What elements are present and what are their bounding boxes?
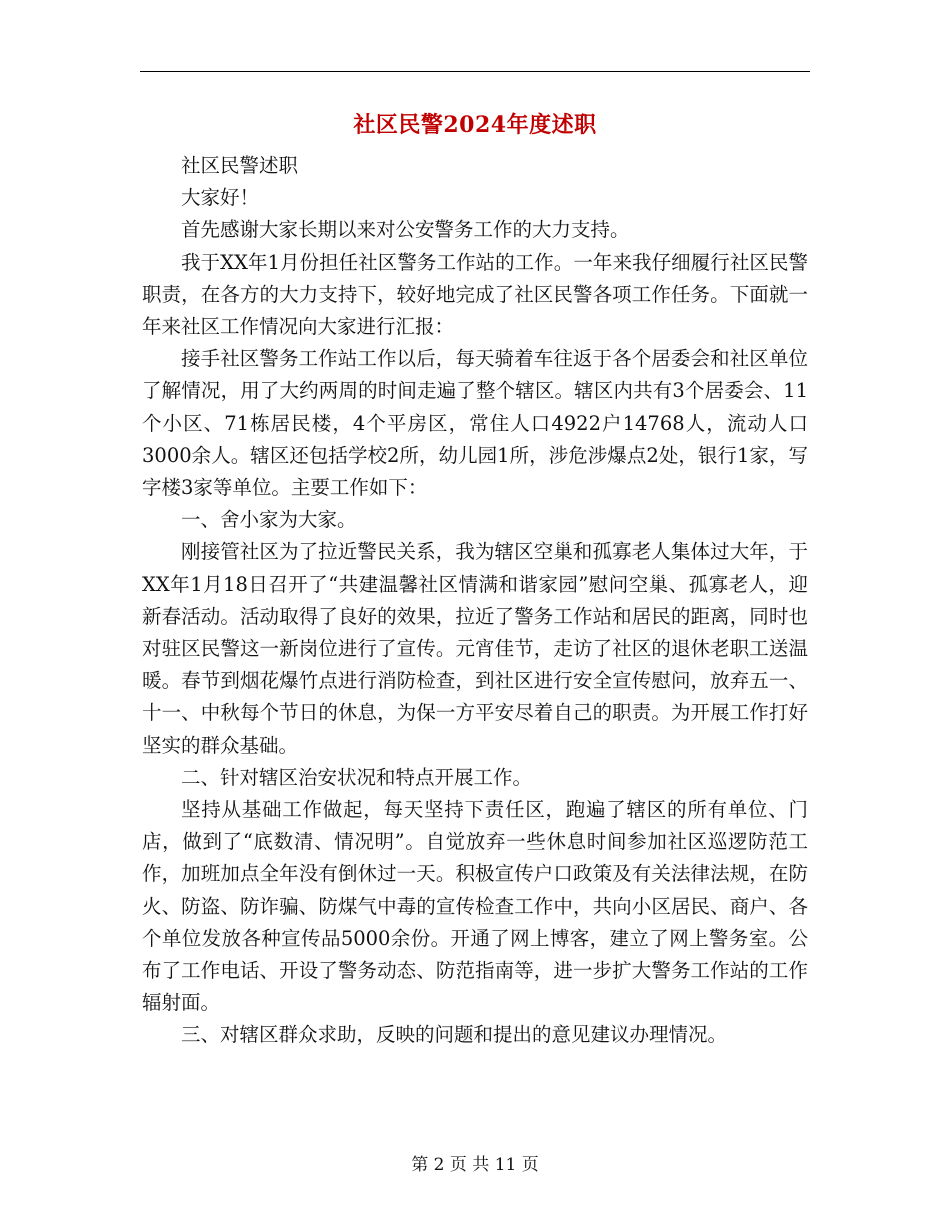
section-heading-3: 三、对辖区群众求助，反映的问题和提出的意见建议办理情况。 <box>181 1023 728 1047</box>
paragraph-thanks: 首先感谢大家长期以来对公安警务工作的大力支持。 <box>181 218 630 242</box>
paragraph-subtitle: 社区民警述职 <box>181 154 299 177</box>
page-footer: 第 2 页 共 11 页 <box>411 1155 539 1175</box>
paragraph-overview: 接手社区警务工作站工作以后，每天骑着车往返于各个居委会和社区单位了解情况，用了大约两周的时间走遍了整个辖区。辖区内共有3个居委会、11个小区、71栋居民楼，4个平房区，常住人口4922户14768人，流动人口3000余人。辖区还包括学校2所，幼儿园1所，涉危涉爆点2处，银行1家，写字楼3家等单位。主要工作如下： <box>142 347 808 500</box>
document-title: 社区民警2024年度述职 <box>353 112 597 138</box>
document-body <box>142 150 808 1052</box>
section-heading-1: 一、舍小家为大家。 <box>181 508 357 532</box>
section-heading-2: 二、针对辖区治安状况和特点开展工作。 <box>181 765 533 789</box>
paragraph-intro: 我于XX年1月份担任社区警务工作站的工作。一年来我仔细履行社区民警职责，在各方的大力支持下，较好地完成了社区民警各项工作任务。下面就一年来社区工作情况向大家进行汇报： <box>142 250 808 339</box>
header-rule <box>140 71 810 72</box>
paragraph-section-1: 刚接管社区为了拉近警民关系，我为辖区空巢和孤寡老人集体过大年，于XX年1月18日召开了“共建温馨社区情满和谐家园”慰问空巢、孤寡老人，迎新春活动。活动取得了良好的效果，拉近了警务工作站和居民的距离，同时也对驻区民警这一新岗位进行了宣传。元宵佳节，走访了社区的退休老职工送温暖。春节到烟花爆竹点进行消防检查，到社区进行安全宣传慰问，放弃五一、十一、中秋每个节日的休息，为保一方平安尽着自己的职责。为开展工作打好坚实的群众基础。 <box>142 540 808 757</box>
paragraph-greeting: 大家好！ <box>181 186 260 210</box>
paragraph-section-2: 坚持从基础工作做起，每天坚持下责任区，跑遍了辖区的所有单位、门店，做到了“底数清、情况明”。自觉放弃一些休息时间参加社区巡逻防范工作，加班加点全年没有倒休过一天。积极宣传户口政策及有关法律法规，在防火、防盗、防诈骗、防煤气中毒的宣传检查工作中，共向小区居民、商户、各个单位发放各种宣传品5000余份。开通了网上博客，建立了网上警务室。公布了工作电话、开设了警务动态、防范指南等，进一步扩大警务工作站的工作辐射面。 <box>142 798 808 1015</box>
